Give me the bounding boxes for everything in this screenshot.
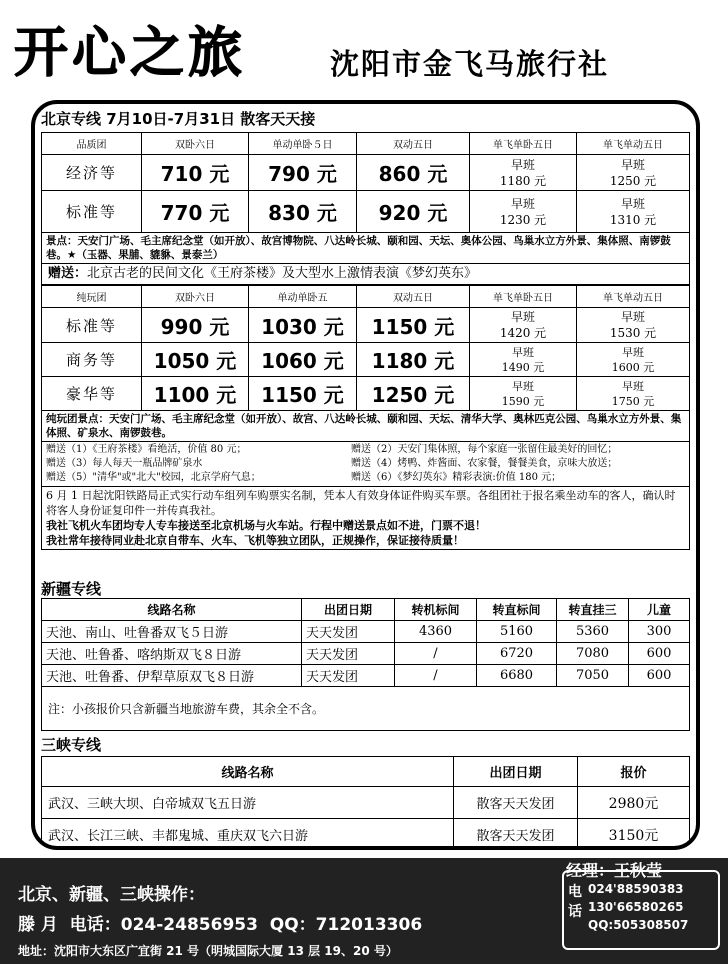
xinjiang-title: 新疆专线 (41, 580, 102, 598)
route-cell: 天池、南山、吐鲁番双飞５日游 (42, 621, 302, 643)
price-value: 1250 元 (609, 173, 657, 188)
col-header: 双卧六日 (142, 133, 249, 155)
xinjiang-note: 注：小孩报价只含新疆当地旅游车费，其余全不含。 (42, 687, 690, 731)
price-value: 1750 元 (611, 394, 655, 408)
price-cell: / (395, 643, 477, 665)
price-cell: 1050 元 (142, 343, 249, 377)
col-header: 纯玩团 (42, 286, 142, 308)
price-value: 1230 元 (499, 212, 547, 227)
price-cell: 1030 元 (249, 308, 357, 343)
price-cell: 830 元 (249, 191, 357, 233)
table-header-row (42, 286, 690, 308)
col-header: 转直标间 (477, 599, 557, 621)
phone-number: 130'66580265 (588, 900, 684, 914)
gift-row (46, 471, 685, 485)
price-value: 1490 元 (501, 360, 545, 374)
col-header: 报价 (578, 757, 690, 787)
price-cell (470, 308, 577, 343)
qq-number: QQ:505308507 (588, 918, 689, 932)
route-cell: 武汉、三峡大坝、白帝城双飞五日游 (42, 787, 454, 819)
price-cell: 4360 (395, 621, 477, 643)
price-value: 1310 元 (609, 212, 657, 227)
gift-item: 赠送（1）《王府茶楼》看绝活，价值 80 元； (46, 444, 247, 455)
route-cell: 武汉、长江三峡、丰都鬼城、重庆双飞六日游 (42, 819, 454, 851)
price-cell (470, 343, 577, 377)
col-header: 出团日期 (302, 599, 395, 621)
col-header: 出团日期 (454, 757, 578, 787)
table-note-row (42, 687, 690, 731)
col-header: 儿童 (629, 599, 690, 621)
category-cell: 标准等 (42, 308, 142, 343)
price-cell: 5160 (477, 621, 557, 643)
address: 地址：沈阳市大东区广宜街 21 号（明城国际大厦 13 层 19、20 号） (18, 944, 398, 958)
route-cell: 天池、吐鲁番、伊犁草原双飞８日游 (42, 665, 302, 687)
gift-item: 赠送（5）"清华"或"北大"校园，北京学府气息； (46, 472, 261, 483)
price-cell: 1060 元 (249, 343, 357, 377)
contact-line (18, 910, 422, 935)
col-header: 单动单卧５日 (249, 133, 357, 155)
price-cell: 790 元 (249, 155, 357, 191)
contact-qq: QQ：712013306 (269, 915, 423, 935)
price-cell: 920 元 (357, 191, 470, 233)
xinjiang-table (41, 598, 690, 731)
price-cell (470, 191, 577, 233)
shift-label: 早班 (510, 157, 535, 172)
gift-item: 赠送（4）烤鸭、炸酱面、农家餐，餐餐美食，京味大放送； (351, 458, 618, 469)
table-header-row (42, 757, 690, 787)
table-row (42, 819, 690, 851)
table-row (42, 155, 690, 191)
price-cell (577, 308, 690, 343)
category-cell: 标准等 (42, 191, 142, 233)
table-row (42, 343, 690, 377)
contact-phone: 电话：024-24856953 (69, 915, 258, 935)
price-cell (577, 343, 690, 377)
price-value: 1180 元 (499, 173, 547, 188)
date-cell: 天天发团 (302, 665, 395, 687)
price-cell: 5360 (557, 621, 629, 643)
table-row (42, 191, 690, 233)
shift-label: 早班 (620, 196, 645, 211)
price-cell (577, 191, 690, 233)
sanxia-title: 三峡专线 (41, 736, 102, 754)
phone-box (562, 870, 720, 950)
table-header-row (42, 599, 690, 621)
col-header: 双卧六日 (142, 286, 249, 308)
col-header: 品质团 (42, 133, 142, 155)
gift-banner (41, 264, 690, 285)
shift-label: 早班 (510, 310, 535, 324)
price-cell: 600 (629, 643, 690, 665)
category-cell: 经济等 (42, 155, 142, 191)
price-cell: 3150元 (578, 819, 690, 851)
price-cell: 7050 (557, 665, 629, 687)
date-cell: 天天发团 (302, 643, 395, 665)
gift-list (41, 442, 690, 487)
date-cell: 散客天天发团 (454, 787, 578, 819)
price-cell: 300 (629, 621, 690, 643)
table-row (42, 308, 690, 343)
gift-text: 北京古老的民间文化《王府茶楼》及大型水上激情表演《梦幻英东》 (87, 266, 478, 281)
spots-list: 景点：天安门广场、毛主席纪念堂（如开放）、故宫博物院、八达岭长城、颐和园、天坛、奥体公园、鸟巢水立方外景、集体照、南锣鼓巷。★（玉器、果脯、貔貅、景泰兰） (41, 233, 690, 264)
gift-item: 赠送（3）每人每天一瓶品牌矿泉水 (46, 458, 203, 469)
shift-label: 早班 (620, 157, 645, 172)
table-header-row (42, 133, 690, 155)
gift-label: 赠送： (48, 266, 88, 281)
notice-box (41, 487, 690, 550)
sanxia-table (41, 756, 690, 850)
price-cell: 1150 元 (249, 377, 357, 411)
table-row (42, 665, 690, 687)
table-row (42, 787, 690, 819)
notice-text: 我社飞机火车团均专人专车接送至北京机场与火车站。行程中赠送景点如不进，门票不退！ (46, 519, 486, 532)
shift-label: 早班 (620, 310, 645, 324)
price-cell: 1250 元 (357, 377, 470, 411)
col-header: 转机标间 (395, 599, 477, 621)
notice-text: 我社常年接待同业赴北京自带车、火车、飞机等独立团队，正规操作，保证接待质量！ (46, 534, 464, 547)
price-cell: 1100 元 (142, 377, 249, 411)
price-value: 1420 元 (499, 326, 547, 340)
contact-name: 滕 月 (18, 915, 58, 935)
logo-title: 开心之旅 (14, 21, 246, 84)
price-cell: 6680 (477, 665, 557, 687)
date-cell: 天天发团 (302, 621, 395, 643)
beijing-table-1 (41, 132, 690, 550)
price-cell (470, 155, 577, 191)
table-row (42, 621, 690, 643)
shift-label: 早班 (512, 345, 534, 359)
date-cell: 散客天天发团 (454, 819, 578, 851)
phone-vertical-label: 电话 (568, 884, 582, 920)
route-cell: 天池、吐鲁番、喀纳斯双飞８日游 (42, 643, 302, 665)
main-frame (31, 100, 700, 850)
price-cell: 770 元 (142, 191, 249, 233)
price-cell (577, 155, 690, 191)
col-header: 单飞单动五日 (577, 286, 690, 308)
agency-name: 沈阳市金飞马旅行社 (330, 47, 610, 81)
price-cell: 1150 元 (357, 308, 470, 343)
gift-item: 赠送（2）天安门集体照，每个家庭一张留住最美好的回忆； (351, 444, 618, 455)
price-value: 1530 元 (609, 326, 657, 340)
category-cell: 豪华等 (42, 377, 142, 411)
price-value: 1590 元 (501, 394, 545, 408)
category-cell: 商务等 (42, 343, 142, 377)
price-cell: 990 元 (142, 308, 249, 343)
shift-label: 早班 (512, 379, 534, 393)
price-cell (470, 377, 577, 411)
col-header: 单飞单卧五日 (470, 133, 577, 155)
manager-name: 经理：王秋莹 (566, 861, 663, 880)
price-cell: 6720 (477, 643, 557, 665)
price-cell (577, 377, 690, 411)
gift-item: 赠送（6）《梦幻英东》精彩表演:价值 180 元； (351, 472, 562, 483)
spots-list-2: 纯玩团景点：天安门广场、毛主席纪念堂（如开放）、故宫、八达岭长城、颐和园、天坛、清华大学、奥林匹克公园、鸟巢水立方外景、集体照、矿泉水、南锣鼓巷。 (41, 411, 690, 442)
price-cell: 710 元 (142, 155, 249, 191)
shift-label: 早班 (622, 345, 644, 359)
price-cell: 600 (629, 665, 690, 687)
col-header: 单飞单动五日 (577, 133, 690, 155)
price-cell: 1180 元 (357, 343, 470, 377)
price-value: 1600 元 (611, 360, 655, 374)
col-header: 线路名称 (42, 599, 302, 621)
footer (0, 858, 728, 964)
beijing-title: 北京专线 7月10日-7月31日 散客天天接 (41, 110, 316, 128)
col-header: 双动五日 (357, 133, 470, 155)
price-cell: 860 元 (357, 155, 470, 191)
shift-label: 早班 (510, 196, 535, 211)
phone-list (588, 880, 688, 934)
notice-text: 6 月 1 日起沈阳铁路局正式实行动车组列车购票实名制，凭本人有效身体证件购买车票。各组团社于报名乘坐动车的客人，确认时将客人身份证复印件一并传真我社。 (46, 489, 676, 517)
header (0, 0, 728, 95)
col-header: 双动五日 (357, 286, 470, 308)
col-header: 线路名称 (42, 757, 454, 787)
col-header: 单飞单卧五日 (470, 286, 577, 308)
price-cell: / (395, 665, 477, 687)
table-row (42, 377, 690, 411)
gift-row (46, 457, 685, 471)
table-row (42, 643, 690, 665)
col-header: 单动单卧五 (249, 286, 357, 308)
phone-number: 024'88590383 (588, 882, 684, 896)
gift-row (46, 443, 685, 457)
shift-label: 早班 (622, 379, 644, 393)
col-header: 转直挂三 (557, 599, 629, 621)
ops-label: 北京、新疆、三峡操作： (18, 885, 205, 905)
price-cell: 7080 (557, 643, 629, 665)
price-cell: 2980元 (578, 787, 690, 819)
